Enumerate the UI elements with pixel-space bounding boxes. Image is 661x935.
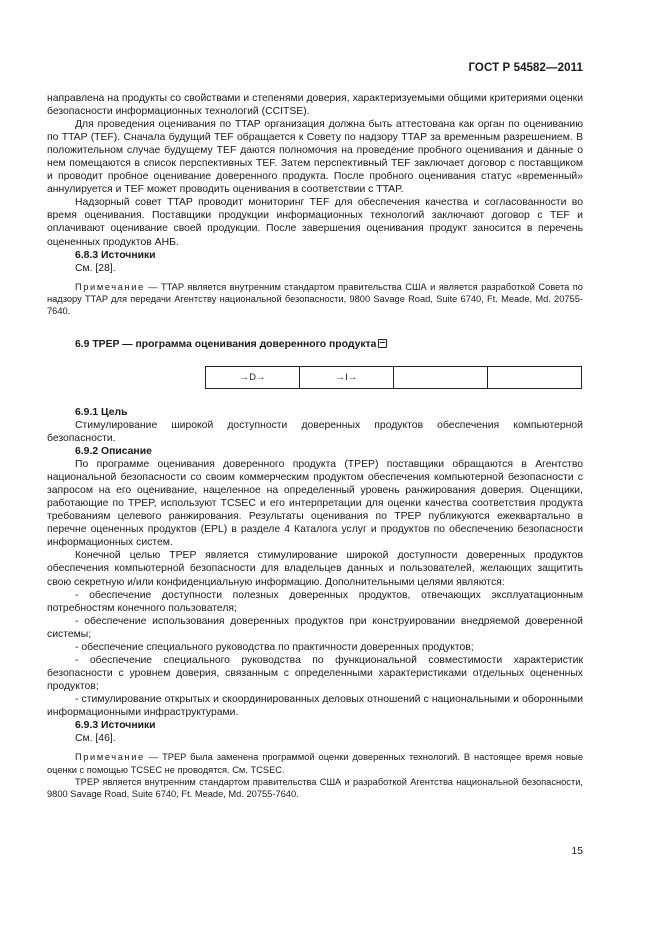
- class-cell-d: →D→: [206, 366, 300, 388]
- document-tag-icon: [378, 339, 387, 348]
- list-item: - стимулирование открытых и скоординированных деловых отношений с национальными и оборонными информационными инфраструктурами.: [47, 693, 583, 718]
- note-label: Примечание: [75, 281, 145, 292]
- paragraph-tef-accreditation: Для проведения оценивания по TTAP организация должна быть аттестована как орган по оцениванию по TTAP (TEF). Сначала будущий TEF обращается к Совету по надзору TTAP за временным разрешением. В положительном случае будущему TEF даются полномочия на проведение пробного оценивания и данные о нем помещаются в список перспективных TEF. Затем перспективный TEF заключает договор с поставщиком и проводит пробное оценивание доверенного продукта. После пробного оценивания статус «временный» аннулируется и TEF может проводить оценивания в соответствии с TTAP.: [47, 119, 583, 196]
- note-tpep-continued: TPEP является внутренним стандартом правительства США и разработкой Агентства национальной безопасности, 9800 Savage Road, Suite 6740, Ft. Meade, Md. 20755-7640.: [47, 776, 583, 800]
- goal-text: Стимулирование широкой доступности доверенных продуктов обеспечения компьютерной безопасности.: [47, 419, 583, 445]
- document-number: ГОСТ Р 54582—2011: [468, 62, 583, 74]
- note-text: TPEP была заменена программой оценки доверенных технологий. В настоящее время новые оценки с помощью TCSEC не проводятся. См. TCSEC.: [47, 752, 584, 775]
- note-ttap: [47, 281, 583, 318]
- note-label: Примечание: [75, 752, 145, 763]
- list-item: - обеспечение специального руководства по практичности доверенных продуктов;: [75, 641, 474, 653]
- paragraph-oversight-board: Надзорный совет TTAP проводит мониторинг TEF для обеспечения качества и согласованности во время оценивания. Поставщики продукции информационных технологий заключают договор с TEF и оплачивают оценивание своей продукции. После завершения оценивания продукт заносится в перечень оцененных продуктов АНБ.: [47, 197, 583, 248]
- description-paragraph-1: По программе оценивания доверенного продукта (TPEP) поставщики обращаются в Агентство национальной безопасности со своим коммерческим продуктом обеспечения компьютерной безопасности с запросом на его оценивание, нацеленное на определенный уровень ранжирования доверия. Оценщики, работающие по TPEP, используют TCSEC и его интерпретации для оценки качества соответствия продукта требованиям целевого ранжирования. Результаты оценивания по TPEP публикуются ежеквартально в перечне оцененных продуктов (EPL) в разделе 4 Каталога услуг и продуктов по обеспечению безопасности информационных систем.: [47, 459, 583, 549]
- class-cell-empty: [394, 366, 488, 388]
- heading-6-8-3: 6.8.3 Источники: [75, 249, 156, 261]
- note-dash: —: [148, 281, 158, 292]
- page-number: 15: [571, 845, 583, 857]
- description-paragraph-2: Конечной целью TPEP является стимулирование широкой доступности доверенных продуктов обеспечения компьютерной безопасности для владельцев данных и пользователей, желающих защитить свою секретную и/или конфиденциальную информацию. Дополнительными целями являются:: [47, 550, 583, 588]
- sources-6-9-3: См. [46].: [75, 733, 116, 745]
- list-item: - обеспечение специального руководства по функциональной совместимости характеристик безопасности с уровнем доверия, связанным с определенными характеристиками отдельных оцененных продуктов;: [47, 654, 583, 692]
- sources-6-8-3: См. [28].: [75, 262, 116, 274]
- class-cell-empty: [488, 366, 582, 388]
- heading-6-9-2: 6.9.2 Описание: [75, 446, 152, 458]
- list-item: - обеспечение использования доверенных продуктов при конструировании внедряемой доверенной системы;: [47, 615, 583, 640]
- classification-table: [205, 366, 582, 389]
- note-dash: —: [148, 752, 159, 763]
- note-tpep: [47, 751, 583, 776]
- heading-6-9-3: 6.9.3 Источники: [75, 720, 156, 732]
- note-text: TTAP является внутренним стандартом правительства США и является разработкой Совета по надзору TTAP для передачи Агентству национальной безопасности, 9800 Savage Road, Suite 6740, Ft. Meade, Md. 20755-7640.: [47, 281, 583, 317]
- page-body: [47, 92, 583, 801]
- list-item: - обеспечение доступности полезных доверенных продуктов, отвечающих эксплуатационным потребностям конечного пользователя;: [47, 589, 583, 614]
- paragraph-continued: направлена на продукты со свойствами и степенями доверия, характеризуемыми общими критериями оценки безопасности информационных технологий (CCITSE).: [47, 93, 583, 118]
- class-cell-i: →I→: [300, 366, 394, 388]
- section-title-6-9: 6.9 TPEP — программа оценивания доверенного продукта: [47, 338, 583, 351]
- heading-6-9-1: 6.9.1 Цель: [75, 406, 128, 418]
